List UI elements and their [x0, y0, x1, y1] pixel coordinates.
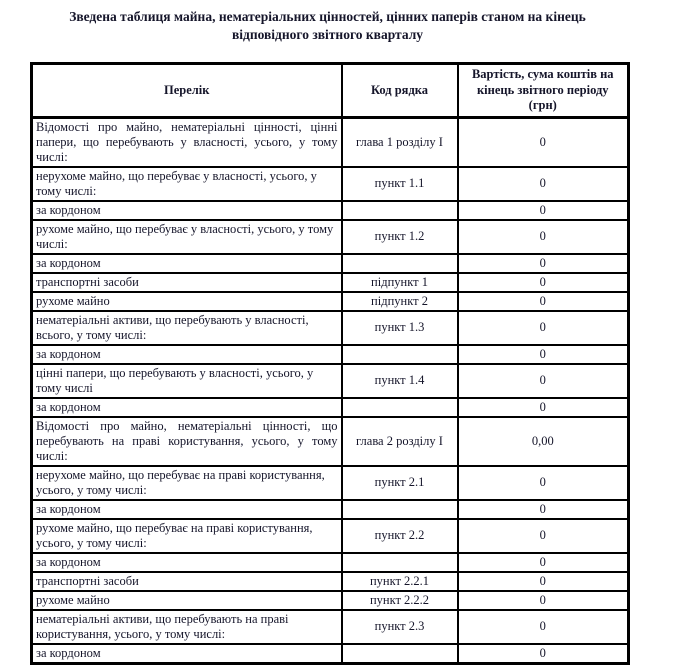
table-row: [32, 273, 629, 292]
cell-value: 0: [458, 117, 629, 167]
cell-value: 0: [458, 644, 629, 664]
cell-label: за кордоном: [32, 201, 342, 220]
cell-label: за кордоном: [32, 553, 342, 572]
cell-code: [342, 345, 458, 364]
table-row: [32, 254, 629, 273]
cell-value: 0: [458, 311, 629, 345]
cell-value: 0: [458, 591, 629, 610]
cell-value: 0: [458, 398, 629, 417]
cell-label: нематеріальні активи, що перебувають у власності, всього, у тому числі:: [32, 311, 342, 345]
cell-label: нематеріальні активи, що перебувають на праві користування, усього, у тому числі:: [32, 610, 342, 644]
cell-code: пункт 2.2.2: [342, 591, 458, 610]
cell-label: рухоме майно, що перебуває у власності, усього, у тому числі:: [32, 220, 342, 254]
table-row: [32, 519, 629, 553]
document-title: Зведена таблиця майна, нематеріальних цінностей, цінних паперів станом на кінець відповідного звітного кварталу: [69, 9, 586, 42]
cell-code: пункт 2.1: [342, 466, 458, 500]
table-row: [32, 500, 629, 519]
cell-value: 0: [458, 364, 629, 398]
cell-code: [342, 500, 458, 519]
cell-value: 0: [458, 292, 629, 311]
cell-value: 0: [458, 519, 629, 553]
cell-value: 0: [458, 201, 629, 220]
cell-value: 0: [458, 345, 629, 364]
cell-label: за кордоном: [32, 398, 342, 417]
table-row: [32, 572, 629, 591]
cell-value: 0: [458, 273, 629, 292]
cell-code: [342, 398, 458, 417]
cell-value: 0: [458, 254, 629, 273]
column-header-perelik: Перелік: [32, 64, 342, 118]
table-row: [32, 553, 629, 572]
column-header-code: Код рядка: [342, 64, 458, 118]
cell-label: рухоме майно: [32, 292, 342, 311]
cell-label: транспортні засоби: [32, 572, 342, 591]
cell-code: [342, 254, 458, 273]
cell-value: 0: [458, 572, 629, 591]
cell-value: 0: [458, 167, 629, 201]
table-row: [32, 364, 629, 398]
cell-code: [342, 644, 458, 664]
cell-value: 0: [458, 220, 629, 254]
cell-code: пункт 2.2: [342, 519, 458, 553]
table-row: [32, 220, 629, 254]
cell-value: 0: [458, 610, 629, 644]
cell-code: [342, 201, 458, 220]
table-row: [32, 345, 629, 364]
table-row: [32, 167, 629, 201]
cell-value: 0: [458, 553, 629, 572]
cell-code: пункт 2.3: [342, 610, 458, 644]
cell-label: за кордоном: [32, 254, 342, 273]
cell-label: рухоме майно, що перебуває на праві користування, усього, у тому числі:: [32, 519, 342, 553]
table-header-row: [32, 64, 629, 118]
cell-label: рухоме майно: [32, 591, 342, 610]
cell-code: підпункт 1: [342, 273, 458, 292]
table-row: [32, 311, 629, 345]
cell-code: пункт 1.1: [342, 167, 458, 201]
cell-value: 0,00: [458, 417, 629, 466]
table-row: [32, 117, 629, 167]
cell-value: 0: [458, 466, 629, 500]
cell-label: Відомості про майно, нематеріальні цінності, що перебувають на праві користування, усього, у тому числі:: [32, 417, 342, 466]
table-row: [32, 201, 629, 220]
summary-table: [30, 62, 630, 665]
cell-code: [342, 553, 458, 572]
table-row: [32, 466, 629, 500]
column-header-value: Вартість, сума коштів на кінець звітного періоду (грн): [458, 64, 629, 118]
cell-label: за кордоном: [32, 345, 342, 364]
cell-code: підпункт 2: [342, 292, 458, 311]
cell-value: 0: [458, 500, 629, 519]
cell-code: пункт 2.2.1: [342, 572, 458, 591]
cell-label: нерухоме майно, що перебуває на праві користування, усього, у тому числі:: [32, 466, 342, 500]
table-body: [32, 117, 629, 663]
table-row: [32, 591, 629, 610]
table-row: [32, 610, 629, 644]
table-row: [32, 292, 629, 311]
table-row: [32, 644, 629, 664]
table-row: [32, 398, 629, 417]
table-row: [32, 417, 629, 466]
cell-code: пункт 1.3: [342, 311, 458, 345]
cell-label: за кордоном: [32, 644, 342, 664]
cell-code: пункт 1.2: [342, 220, 458, 254]
cell-code: глава 2 розділу I: [342, 417, 458, 466]
cell-label: за кордоном: [32, 500, 342, 519]
cell-code: глава 1 розділу I: [342, 117, 458, 167]
cell-label: транспортні засоби: [32, 273, 342, 292]
cell-label: Відомості про майно, нематеріальні цінності, цінні папери, що перебувають у власності, усього, у тому числі:: [32, 117, 342, 167]
cell-code: пункт 1.4: [342, 364, 458, 398]
cell-label: цінні папери, що перебувають у власності, усього, у тому числі: [32, 364, 342, 398]
cell-label: нерухоме майно, що перебуває у власності, усього, у тому числі:: [32, 167, 342, 201]
